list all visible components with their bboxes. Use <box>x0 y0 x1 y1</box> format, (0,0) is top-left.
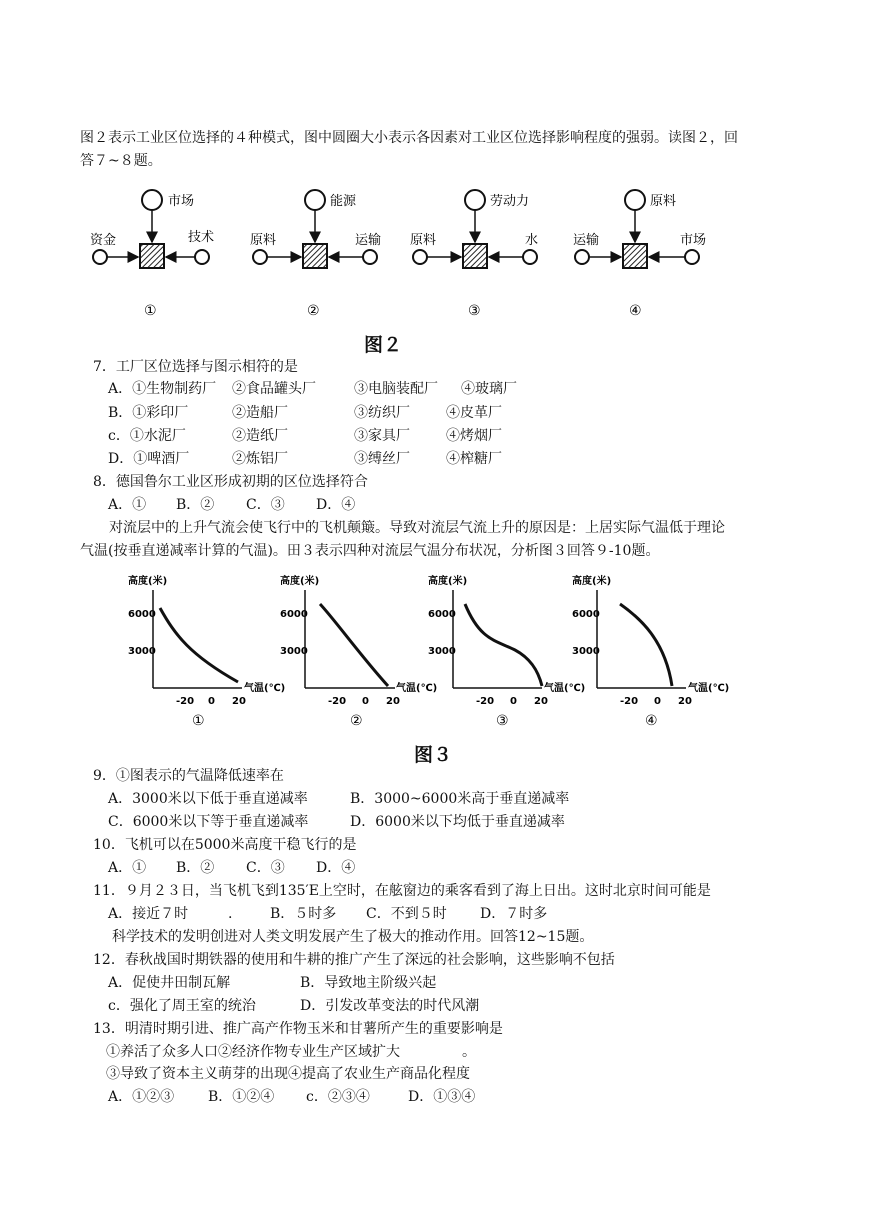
q13-opt-c: c．②③④ <box>306 1089 370 1105</box>
q7-d-4: ④榨糖厂 <box>446 451 502 467</box>
q8-opt-b: B．② <box>176 497 215 513</box>
fig3-c3-ytick-3000: 3000 <box>428 646 456 657</box>
q7-c-3: ③家具厂 <box>354 428 410 444</box>
q7-d-1: D．①啤酒厂 <box>108 451 190 467</box>
q10-opt-a: A．① <box>108 860 147 876</box>
figure-2-diagram <box>80 182 740 322</box>
fig2-p3-right-label: 水 <box>525 233 539 248</box>
figure-3-charts <box>120 570 740 730</box>
fig3-c1-curve <box>160 608 238 682</box>
q7-c-1: c．①水泥厂 <box>108 428 186 444</box>
fig3-c1-ylabel: 高度(米) <box>128 576 168 587</box>
fig3-c3-ytick-6000: 6000 <box>428 609 456 620</box>
q7-b-1: B．①彩印厂 <box>108 405 189 421</box>
q13-stem: 13．明清时期引进、推广高产作物玉米和甘薯所产生的重要影响是 <box>93 1021 503 1037</box>
q8-opt-d: D．④ <box>316 497 356 513</box>
fig3-c4-number: ④ <box>645 713 658 729</box>
q10-opt-d: D．④ <box>316 860 356 876</box>
fig3-c3-xtick-n20: -20 <box>476 696 495 707</box>
fig3-chart-1 <box>128 574 285 729</box>
fig2-p1-right-label: 技术 <box>188 230 215 245</box>
fig2-p3-left-label: 原料 <box>410 233 437 248</box>
fig2-p1-right-circle <box>195 250 209 264</box>
fig3-c1-number: ① <box>192 713 205 729</box>
fig3-c2-xtick-n20: -20 <box>328 696 347 707</box>
fig3-c1-xtick-0: 0 <box>208 696 215 707</box>
fig2-p4-right-label: 市场 <box>680 233 707 248</box>
q12-opt-d: D．引发改革变法的时代风潮 <box>300 998 480 1014</box>
q8-opt-c: C．③ <box>246 497 285 513</box>
q13-line-1-dot: 。 <box>462 1044 476 1060</box>
fig2-p2-right-label: 运输 <box>355 233 382 248</box>
intro-line-2: 答７~８题。 <box>80 153 162 169</box>
q7-a-4: ④玻璃厂 <box>461 381 517 397</box>
fig2-panel-4 <box>573 190 706 319</box>
fig3-c4-xtick-n20: -20 <box>620 696 639 707</box>
q11-opt-a: A．接近７时 <box>108 906 189 922</box>
fig3-c4-curve <box>620 604 672 686</box>
fig3-c4-xtick-20: 20 <box>678 696 692 707</box>
q11-stem: 11．９月２３日，当飞机飞到135′E上空时，在舷窗边的乘客看到了海上日出。这时北京时间可能是 <box>93 883 711 899</box>
fig3-c3-xlabel: 气温(℃) <box>544 683 586 694</box>
fig3-c1-xtick-n20: -20 <box>176 696 195 707</box>
fig2-p3-number: ③ <box>468 303 481 319</box>
fig2-p3-top-label: 劳动力 <box>490 194 530 209</box>
q11-opt-b: B．５时多 <box>270 906 337 922</box>
fig3-c3-curve <box>465 604 542 686</box>
fig2-panel-1 <box>90 190 214 319</box>
fig3-c4-xtick-0: 0 <box>654 696 661 707</box>
fig3-chart-2 <box>280 574 437 729</box>
q7-b-2: ②造船厂 <box>232 405 288 421</box>
q7-d-2: ②炼铝厂 <box>232 451 288 467</box>
fig2-panel-3 <box>410 190 538 319</box>
q13-line-2: ③导致了资本主义萌芽的出现④提高了农业生产商品化程度 <box>106 1066 470 1082</box>
fig2-p4-number: ④ <box>629 303 642 319</box>
q13-opt-a: A．①②③ <box>108 1089 175 1105</box>
q7-c-4: ④烤烟厂 <box>446 428 502 444</box>
fig2-p1-left-circle <box>93 250 107 264</box>
fig2-p4-left-label: 运输 <box>573 233 600 248</box>
fig3-c2-ytick-3000: 3000 <box>280 646 308 657</box>
q7-c-2: ②造纸厂 <box>232 428 288 444</box>
intro2-line-1: 对流层中的上升气流会使飞行中的飞机颠簸。导致对流层气流上升的原因是：上居实际气温低于理论 <box>109 520 725 536</box>
q12-opt-c: c．强化了周王室的统治 <box>108 998 256 1014</box>
fig3-c1-xlabel: 气温(℃) <box>244 683 286 694</box>
q7-a-2: ②食品罐头厂 <box>232 381 316 397</box>
q9-opt-a: A．3000米以下低于垂直递减率 <box>108 791 308 807</box>
fig2-p1-top-label: 市场 <box>168 194 195 209</box>
fig3-c3-xtick-0: 0 <box>510 696 517 707</box>
fig3-c3-ylabel: 高度(米) <box>428 576 468 587</box>
q7-d-3: ③缚丝厂 <box>354 451 410 467</box>
fig3-chart-3 <box>428 574 585 729</box>
q10-stem: 10．飞机可以在5000米高度干稳飞行的是 <box>93 837 357 853</box>
q12-opt-a: A．促使井田制瓦解 <box>108 975 231 991</box>
fig2-p1-number: ① <box>144 303 157 319</box>
figure-3-caption: 图３ <box>414 744 453 766</box>
q12-stem: 12．春秋战国时期铁器的使用和牛耕的推广产生了深远的社会影响，这些影响不包括 <box>93 952 615 968</box>
q7-b-4: ④皮革厂 <box>446 405 502 421</box>
fig2-p2-number: ② <box>307 303 320 319</box>
intro-line-1: 图２表示工业区位选择的４种模式，图中圆圈大小表示各因素对工业区位选择影响程度的强弱。读图２，回 <box>80 130 738 146</box>
fig3-chart-4 <box>572 574 729 729</box>
q8-opt-a: A．① <box>108 497 147 513</box>
q7-b-3: ③纺织厂 <box>354 405 410 421</box>
q7-a-3: ③电脑装配厂 <box>354 381 438 397</box>
fig3-c4-ytick-6000: 6000 <box>572 609 600 620</box>
intro2-line-2: 气温(按垂直递减率计算的气温)。田３表示四种对流层气温分布状况，分析图３回答９-10题。 <box>80 543 660 559</box>
q9-opt-c: C．6000米以下等于垂直递减率 <box>108 814 309 830</box>
fig3-c2-xlabel: 气温(℃) <box>396 683 438 694</box>
q9-stem: 9．①图表示的气温降低速率在 <box>93 768 284 784</box>
q10-opt-b: B．② <box>176 860 215 876</box>
fig2-p4-top-label: 原料 <box>650 194 677 209</box>
q8-stem: 8．德国鲁尔工业区形成初期的区位选择符合 <box>93 474 368 490</box>
fig3-c2-curve <box>320 604 388 686</box>
q11-opt-c: C．不到５时 <box>366 906 447 922</box>
fig3-c1-xtick-20: 20 <box>232 696 246 707</box>
fig2-p1-left-label: 资金 <box>90 233 117 248</box>
q11-dot: . <box>228 906 233 922</box>
fig2-p1-top-circle <box>142 190 162 210</box>
fig2-panel-2 <box>250 190 381 319</box>
q10-opt-c: C．③ <box>246 860 285 876</box>
fig3-c4-ylabel: 高度(米) <box>572 576 612 587</box>
fig3-c3-number: ③ <box>496 713 509 729</box>
q12-opt-b: B．导致地主阶级兴起 <box>300 975 437 991</box>
fig3-c2-ytick-6000: 6000 <box>280 609 308 620</box>
fig3-c2-number: ② <box>350 713 363 729</box>
fig3-c1-ytick-6000: 6000 <box>128 609 156 620</box>
q13-opt-b: B．①②④ <box>208 1089 275 1105</box>
fig3-c4-xlabel: 气温(℃) <box>688 683 730 694</box>
fig2-p2-left-label: 原料 <box>250 233 277 248</box>
intro3: 科学技术的发明创进对人类文明发展产生了极大的推动作用。回答12~15题。 <box>112 929 594 945</box>
q7-a-1: A．①生物制药厂 <box>108 381 217 397</box>
fig3-c3-xtick-20: 20 <box>534 696 548 707</box>
fig3-c1-ytick-3000: 3000 <box>128 646 156 657</box>
fig3-c4-ytick-3000: 3000 <box>572 646 600 657</box>
q9-opt-b: B．3000~6000米高于垂直递减率 <box>350 791 570 807</box>
q13-opt-d: D．①③④ <box>408 1089 476 1105</box>
fig2-p2-top-label: 能源 <box>330 194 357 209</box>
q13-line-1: ①养活了众多人口②经济作物专业生产区域扩大 <box>106 1044 400 1060</box>
fig2-p1-factory <box>140 244 164 268</box>
q7-stem: 7．工厂区位选择与图示相符的是 <box>93 359 298 375</box>
figure-2-caption: 图２ <box>364 334 403 356</box>
q11-opt-d: D．７时多 <box>480 906 548 922</box>
fig3-c2-xtick-0: 0 <box>362 696 369 707</box>
fig3-c2-ylabel: 高度(米) <box>280 576 320 587</box>
fig3-c2-xtick-20: 20 <box>386 696 400 707</box>
q9-opt-d: D．6000米以下均低于垂直递减率 <box>350 814 565 830</box>
